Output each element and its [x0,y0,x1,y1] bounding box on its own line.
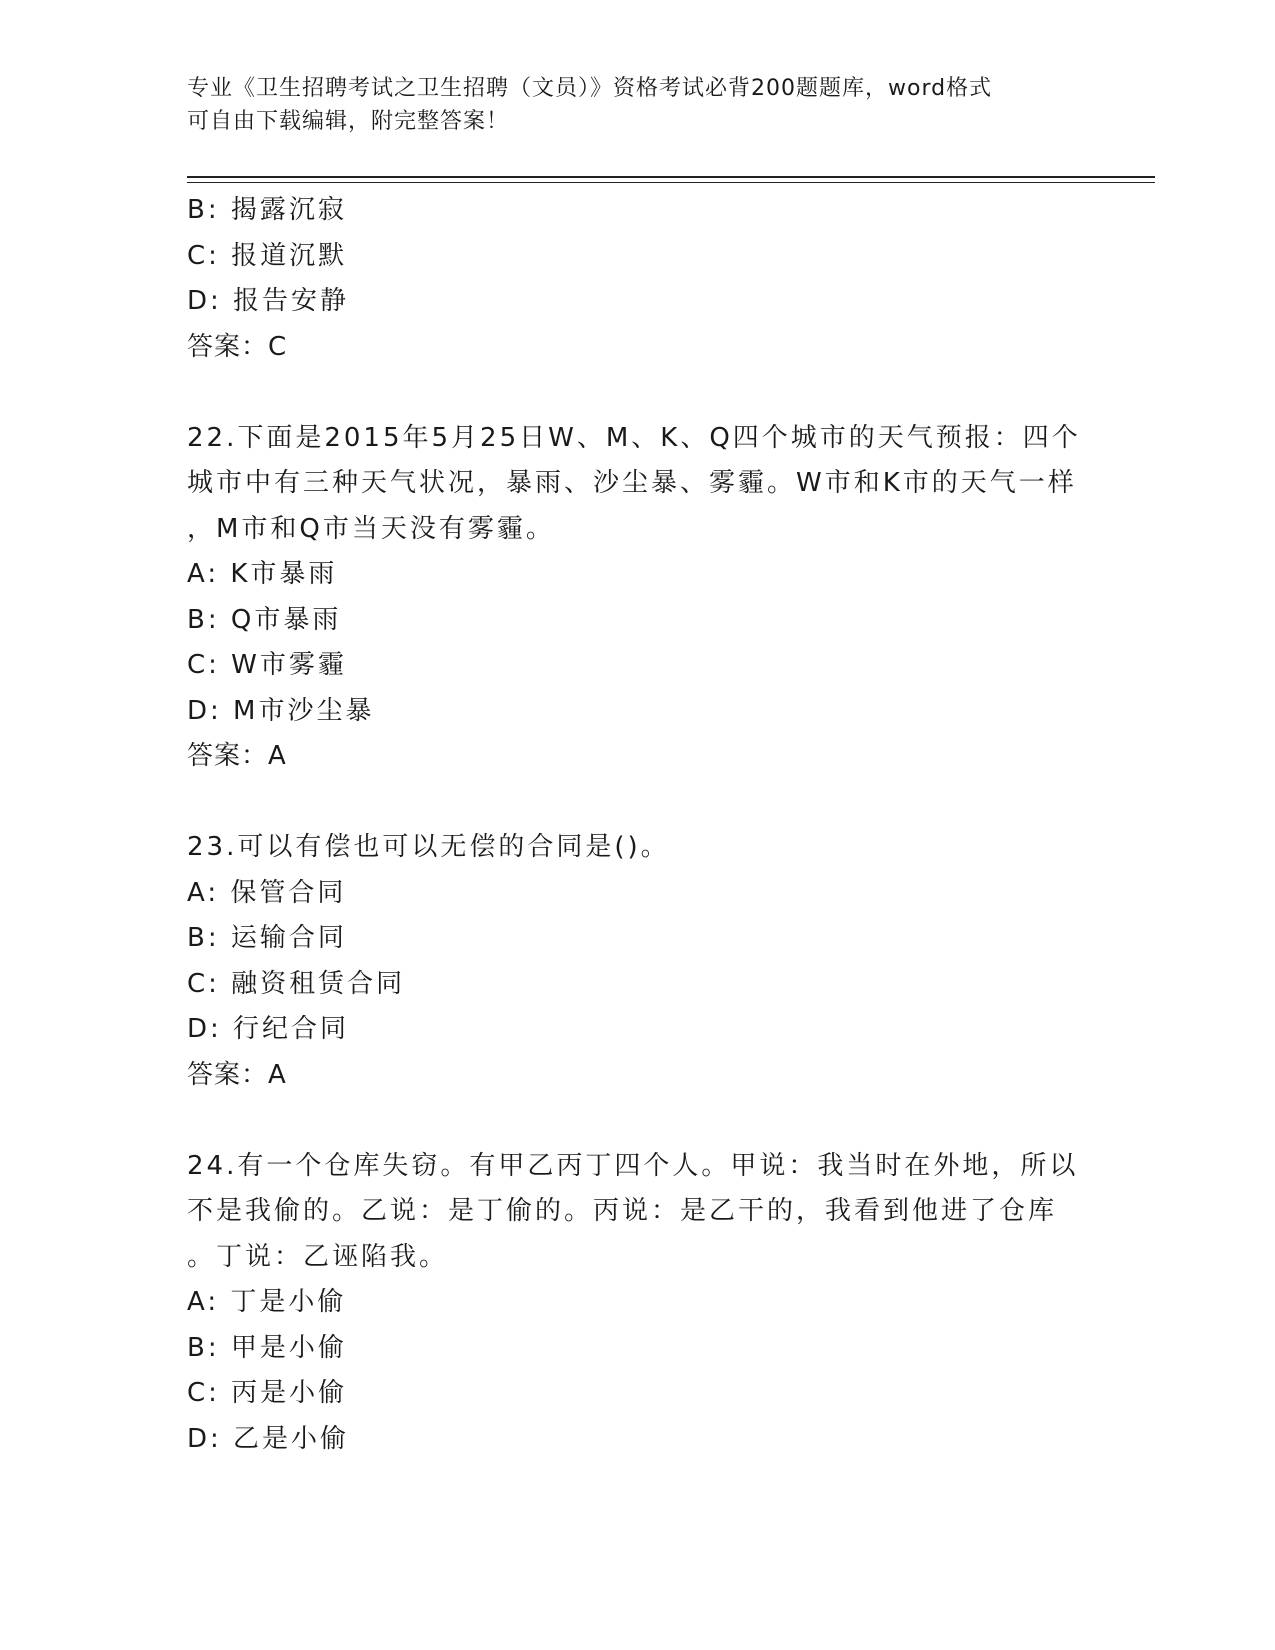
option-b: B: 运输合同 [187,923,347,953]
option-c: C: 丙是小偷 [187,1378,348,1408]
option-b: B: 甲是小偷 [187,1332,347,1363]
option-b: B: 揭露沉寂 [187,195,347,225]
option-c: C: 融资租赁合同 [187,968,406,999]
header-line-1: 专业《卫生招聘考试之卫生招聘（文员）》资格考试必背200题题库，word格式 [187,76,993,101]
question-21-tail [187,188,1087,370]
question-stem-line: ，M市和Q市当天没有雾霾。 [187,513,555,544]
question-stem-line: 不是我偷的。乙说：是丁偷的。丙说：是乙干的，我看到他进了仓库 [187,1196,1058,1226]
question-content [187,188,1087,1462]
question-stem-line: 22.下面是2015年5月25日W、M、K、Q四个城市的天气预报：四个 [187,422,1081,453]
answer: 答案：A [187,1059,287,1090]
page-header [187,72,1087,138]
spacer [187,1098,1087,1144]
question-22 [187,416,1087,780]
option-c: C: 报道沉默 [187,240,348,271]
answer: 答案：A [187,741,287,771]
question-stem-line: 城市中有三种天气状况，暴雨、沙尘暴、雾霾。W市和K市的天气一样 [187,468,1077,498]
header-divider-thin [187,182,1155,183]
answer: 答案：C [187,331,288,362]
option-c: C: W市雾霾 [187,650,347,680]
spacer [187,370,1087,416]
option-d: D: M市沙尘暴 [187,695,375,726]
option-b: B: Q市暴雨 [187,604,342,635]
question-24 [187,1144,1087,1463]
option-a: A: 丁是小偷 [187,1287,347,1317]
option-a: A: 保管合同 [187,877,347,908]
question-stem-line: 23.可以有偿也可以无偿的合同是()。 [187,832,670,862]
spacer [187,780,1087,826]
question-stem-line: 24.有一个仓库失窃。有甲乙丙丁四个人。甲说：我当时在外地，所以 [187,1150,1079,1181]
question-stem-line: 。丁说：乙诬陷我。 [187,1241,449,1272]
option-a: A: K市暴雨 [187,559,338,589]
option-d: D: 行纪合同 [187,1014,350,1044]
question-23 [187,825,1087,1098]
header-line-2: 可自由下载编辑，附完整答案！ [187,109,510,134]
header-divider-thick [187,176,1155,178]
option-d: D: 乙是小偷 [187,1423,350,1454]
option-d: D: 报告安静 [187,286,350,316]
